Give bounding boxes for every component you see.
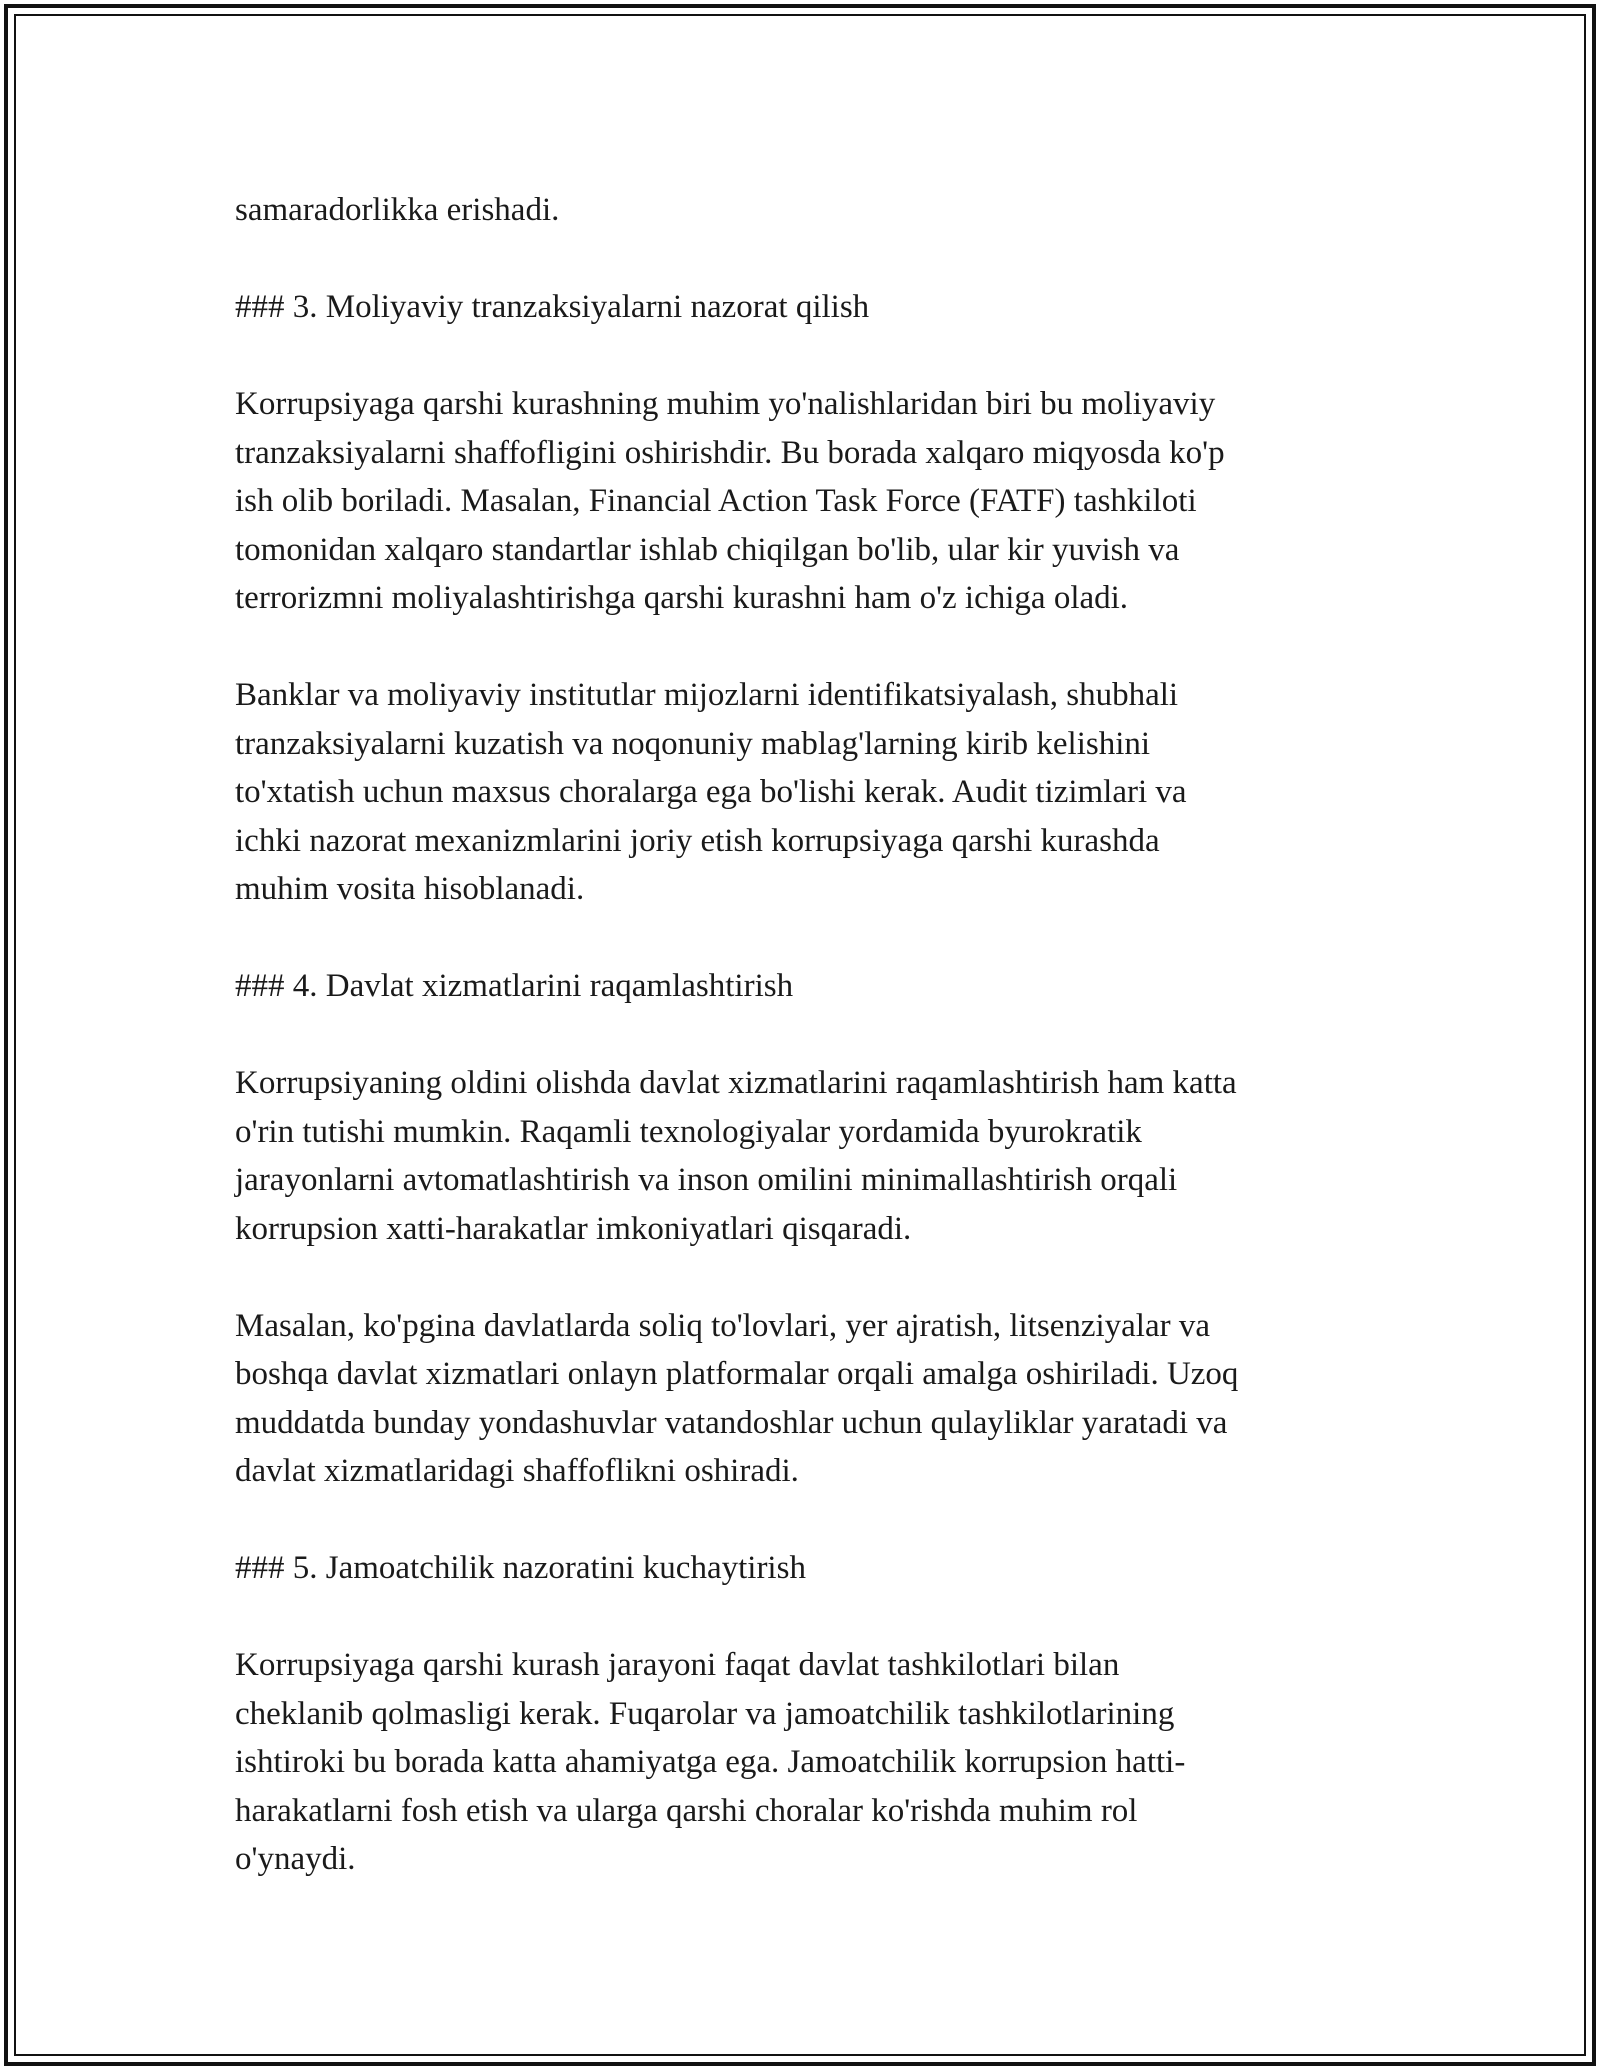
section-heading-4: ### 4. Davlat xizmatlarini raqamlashtirish [235,968,794,1004]
paragraph-digitalization: Korrupsiyaning oldini olishda davlat xizmatlarini raqamlashtirish ham katta o'rin tutishi mumkin. Raqamli texnologiyalar yordamida byurokratik jarayonlarni avtomatlashtirish va inson omilini minimallashtirish orqali korrupsion xatti-harakatlar imkoniyatlari qisqaradi. [235,1065,1237,1247]
document-body [235,186,1365,1884]
paragraph-fatf: Korrupsiyaga qarshi kurashning muhim yo'nalishlaridan biri bu moliyaviy tranzaksiyalarni shaffofligini oshirishdir. Bu borada xalqaro miqyosda ko'p ish olib boriladi. Masalan, Financial Action Task Force (FATF) tashkiloti tomonidan xalqaro standartlar ishlab chiqilgan bo'lib, ular kir yuvish va terrorizmni moliyalashtirishga qarshi kurashni ham o'z ichiga oladi. [235,386,1225,616]
section-heading-5: ### 5. Jamoatchilik nazoratini kuchaytirish [235,1550,806,1586]
paragraph-continuation: samaradorlikka erishadi. [235,192,560,228]
paragraph-online-services: Masalan, ko'pgina davlatlarda soliq to'lovlari, yer ajratish, litsenziyalar va boshqa davlat xizmatlari onlayn platformalar orqali amalga oshiriladi. Uzoq muddatda bunday yondashuvlar vatandoshlar uchun qulayliklar yaratadi va davlat xizmatlaridagi shaffoflikni oshiradi. [235,1307,1239,1489]
section-heading-3: ### 3. Moliyaviy tranzaksiyalarni nazorat qilish [235,289,870,325]
paragraph-public-control: Korrupsiyaga qarshi kurash jarayoni faqat davlat tashkilotlari bilan cheklanib qolmasligi kerak. Fuqarolar va jamoatchilik tashkilotlarining ishtiroki bu borada katta ahamiyatga ega. Jamoatchilik korrupsion hatti- harakatlarni fosh etish va ularga qarshi choralar ko'rishda muhim rol o'ynaydi. [235,1647,1186,1877]
paragraph-banks: Banklar va moliyaviy institutlar mijozlarni identifikatsiyalash, shubhali tranzaksiyalarni kuzatish va noqonuniy mablag'larning kirib kelishini to'xtatish uchun maxsus choralarga ega bo'lishi kerak. Audit tizimlari va ichki nazorat mexanizmlarini joriy etish korrupsiyaga qarshi kurashda muhim vosita hisoblanadi. [235,677,1187,907]
